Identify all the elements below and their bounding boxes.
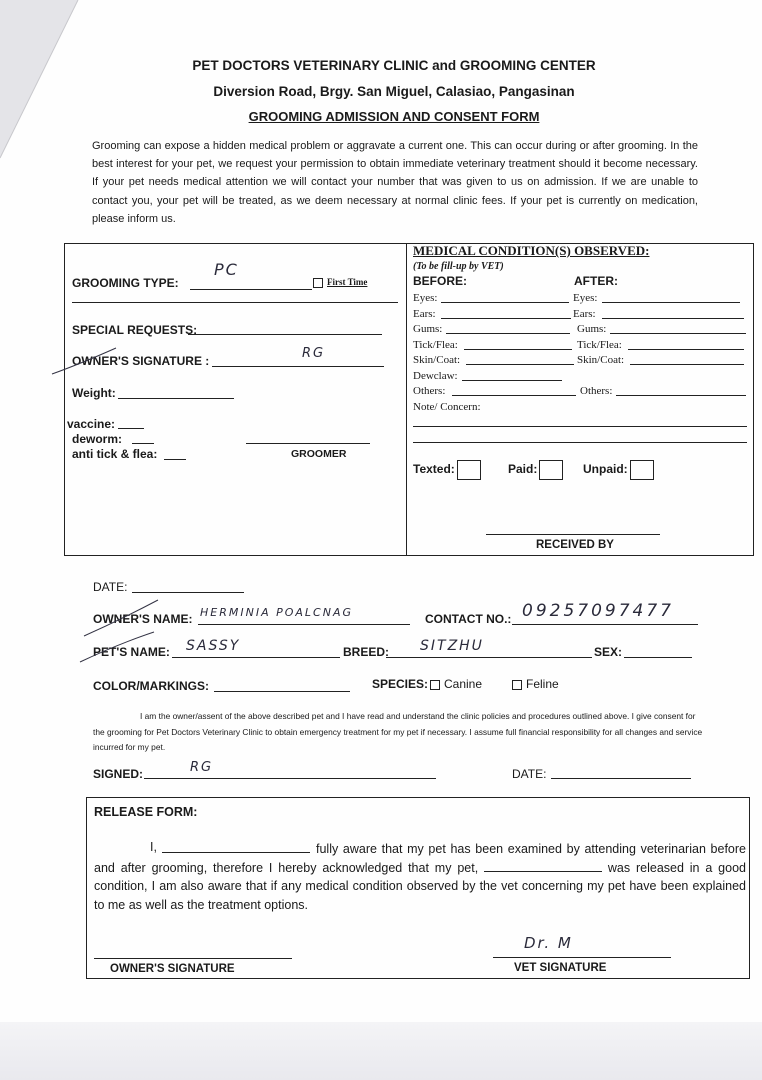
first-time-checkbox[interactable]: [313, 277, 367, 288]
sex-line: [624, 657, 692, 658]
deworm-label: deworm:: [72, 432, 123, 446]
breed-line: [386, 657, 592, 658]
medical-subtitle: (To be fill-up by VET): [413, 261, 504, 272]
paid-field[interactable]: [508, 460, 563, 480]
owner-checkmark-stroke: [50, 346, 120, 376]
species-label: SPECIES:: [372, 677, 429, 691]
after-tickflea-label: Tick/Flea:: [577, 339, 622, 351]
box-divider: [406, 243, 407, 556]
texted-checkbox[interactable]: [457, 460, 481, 480]
pet-name-label: PET'S NAME:: [93, 645, 170, 659]
vet-signature-value: Dr. M: [524, 934, 573, 952]
breed-value: SITZHU: [420, 638, 484, 654]
after-eyes-label: Eyes:: [573, 292, 598, 304]
after-ears-line: [602, 318, 744, 319]
before-gums-label: Gums:: [413, 323, 443, 335]
unpaid-checkbox[interactable]: [630, 460, 654, 480]
before-ears-line: [441, 318, 571, 319]
first-time-box[interactable]: [313, 278, 323, 288]
before-eyes-label: Eyes:: [413, 292, 438, 304]
date-label: DATE:: [93, 580, 128, 594]
vaccine-label: vaccine:: [67, 417, 116, 431]
signed-label: SIGNED:: [93, 767, 144, 781]
consent-text: I am the owner/assent of the above described pet and I have read and understand the clinic policies and procedures outlined above. I give consent for the grooming for Pet Doctors Veterinary Clinic to obtain emergency treatment for my pet if necessary. I assume full financial responsibility for all changes and service incurred for my pet.: [93, 711, 703, 752]
clinic-address: Diversion Road, Brgy. San Miguel, Calasiao, Pangasinan: [213, 84, 575, 99]
sex-label: SEX:: [594, 645, 623, 659]
texted-label: Texted:: [413, 462, 455, 477]
release-title: RELEASE FORM:: [94, 805, 198, 819]
groomer-line: [246, 443, 370, 444]
after-gums-label: Gums:: [577, 323, 607, 335]
clinic-name: PET DOCTORS VETERINARY CLINIC and GROOMING CENTER: [192, 58, 596, 73]
signed-line: [144, 778, 436, 779]
note-line-1: [413, 426, 747, 427]
vet-signature-line: [493, 957, 671, 958]
after-others-label: Others:: [580, 385, 613, 397]
before-tickflea-label: Tick/Flea:: [413, 339, 458, 351]
contact-value: 09257097477: [522, 601, 674, 621]
color-markings-label: COLOR/MARKINGS:: [93, 679, 209, 693]
canine-option[interactable]: [430, 677, 482, 691]
before-tickflea-line: [464, 349, 572, 350]
after-gums-line: [610, 333, 746, 334]
after-skincoat-line: [630, 364, 744, 365]
before-dewclaw-label: Dewclaw:: [413, 370, 458, 382]
after-others-line: [616, 395, 746, 396]
breed-label: BREED:: [343, 645, 390, 659]
release-i-label: I,: [150, 840, 157, 854]
scan-corner-shadow: [0, 0, 80, 160]
before-label: BEFORE:: [413, 274, 467, 288]
pet-name-value: SASSY: [186, 638, 241, 654]
contact-label: CONTACT NO.:: [425, 612, 512, 626]
intro-paragraph: Grooming can expose a hidden medical problem or aggravate a current one. This can occur during or after grooming. In the best interest for your pet, we request your permission to obtain immediate veterinary treatment should it become necessary. If your pet needs medical attention we will contact your number that was given to us on admission. If we are unable to contact you, your pet will be treated, as we deem necessary at normal clinic fees. If your pet is currently on medication, please inform us.: [92, 140, 698, 225]
release-owner-signature-label: OWNER'S SIGNATURE: [110, 963, 235, 975]
after-label: AFTER:: [574, 274, 618, 288]
canine-checkbox[interactable]: [430, 680, 440, 690]
unpaid-field[interactable]: [583, 460, 654, 480]
medical-title: MEDICAL CONDITION(S) OBSERVED:: [413, 243, 650, 258]
vet-signature-label: VET SIGNATURE: [514, 962, 607, 974]
grooming-type-value: PC: [214, 260, 239, 279]
note-line-2: [413, 442, 747, 443]
before-gums-line: [446, 333, 570, 334]
signed-value: RG: [190, 760, 214, 775]
owner-name-line: [198, 624, 410, 625]
release-text-part3: was released in a good condition, I am also aware that if any medical condition observed by the vet concerning my pet have been explained to me as well as the treatment options.: [94, 860, 746, 912]
grooming-type-line: [190, 289, 312, 290]
owner-signature-line: [212, 366, 384, 367]
grooming-extra-line: [72, 302, 398, 303]
pet-name-line: [172, 657, 340, 658]
vaccine-line: [118, 428, 144, 429]
release-text-part2: fully aware that my pet has been examined by attending veterinarian before and after grooming, therefore I hereby acknowledged that my pet,: [94, 842, 746, 875]
canine-label: Canine: [444, 677, 483, 691]
groomer-label: GROOMER: [291, 448, 347, 460]
note-concern-label: Note/ Concern:: [413, 401, 481, 413]
consent-date-label: DATE:: [512, 767, 547, 781]
after-skincoat-label: Skin/Coat:: [577, 354, 625, 366]
consent-date-line: [551, 778, 691, 779]
weight-line: [118, 398, 234, 399]
special-requests-line: [188, 334, 382, 335]
feline-label: Feline: [526, 677, 559, 691]
release-owner-signature-line: [94, 958, 292, 959]
scan-bottom-edge: [0, 1022, 762, 1080]
before-ears-label: Ears:: [413, 308, 436, 320]
tick-flea-line: [164, 459, 186, 460]
after-eyes-line: [602, 302, 740, 303]
owner-signature-label: OWNER'S SIGNATURE :: [72, 354, 210, 368]
before-skincoat-label: Skin/Coat:: [413, 354, 461, 366]
before-dewclaw-line: [462, 380, 562, 381]
special-requests-label: SPECIAL REQUESTS:: [72, 323, 198, 337]
release-pet-name-line: [484, 859, 602, 872]
feline-option[interactable]: [512, 677, 559, 691]
paid-checkbox[interactable]: [539, 460, 563, 480]
owner-signature-value: RG: [302, 346, 326, 361]
unpaid-label: Unpaid:: [583, 462, 628, 477]
feline-checkbox[interactable]: [512, 680, 522, 690]
weight-label: Weight:: [72, 386, 116, 400]
pet-name-checkmark-stroke: [78, 630, 158, 664]
release-text: [94, 840, 746, 914]
before-others-label: Others:: [413, 385, 446, 397]
form-title: GROOMING ADMISSION AND CONSENT FORM: [248, 109, 540, 124]
after-ears-label: Ears:: [573, 308, 596, 320]
received-by-label: RECEIVED BY: [536, 539, 614, 551]
tick-flea-label: anti tick & flea:: [72, 447, 158, 461]
deworm-line: [132, 443, 154, 444]
before-skincoat-line: [466, 364, 574, 365]
before-others-line: [452, 395, 576, 396]
date-line: [132, 592, 244, 593]
first-time-label: First Time: [327, 277, 368, 287]
received-by-line: [486, 534, 660, 535]
owner-name-value: HERMINIA POALCNAG: [200, 606, 353, 619]
owner-name-label: OWNER'S NAME:: [93, 612, 193, 626]
paid-label: Paid:: [508, 462, 538, 477]
texted-field[interactable]: [413, 460, 481, 480]
color-markings-line: [214, 691, 350, 692]
before-eyes-line: [441, 302, 569, 303]
after-tickflea-line: [628, 349, 744, 350]
contact-line: [512, 624, 698, 625]
grooming-type-label: GROOMING TYPE:: [72, 276, 179, 290]
